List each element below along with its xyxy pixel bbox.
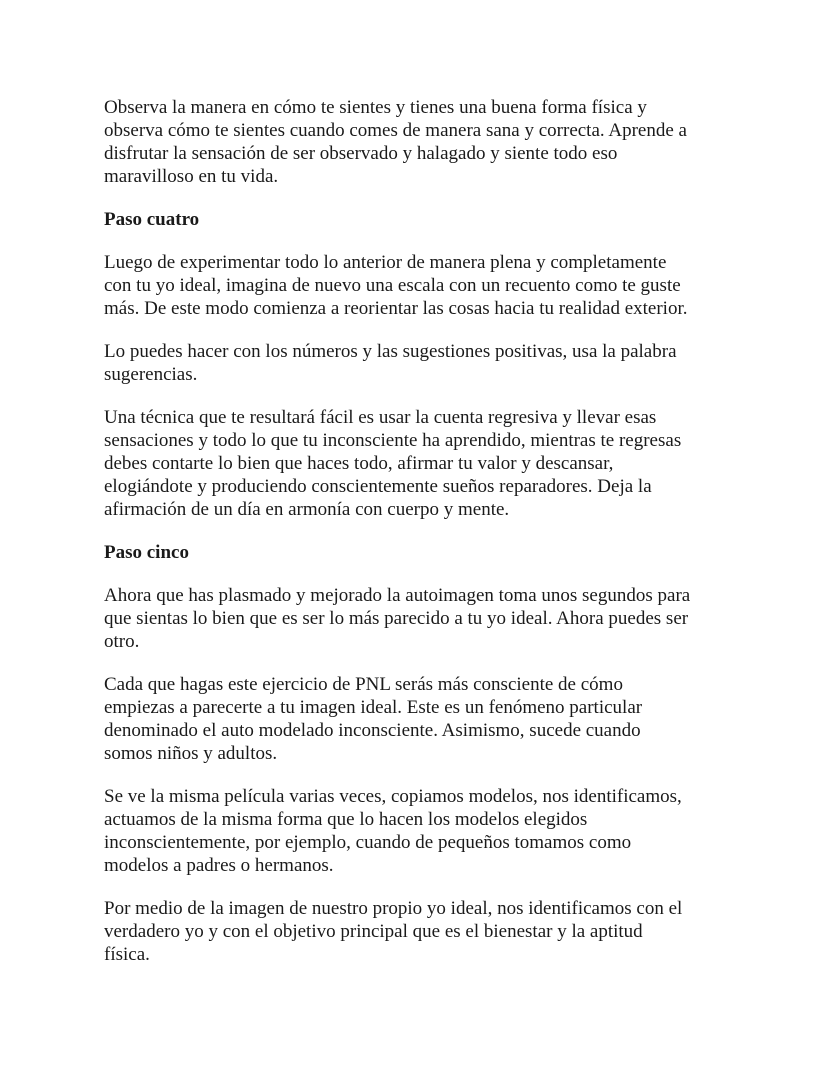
text-line: Por medio de la imagen de nuestro propio yo ideal, nos identificamos con el (104, 898, 683, 919)
paragraph (104, 584, 734, 653)
text-line: sugerencias. (104, 364, 198, 385)
text-line: Una técnica que te resultará fácil es usar la cuenta regresiva y llevar esas (104, 407, 657, 428)
text-line: Ahora que has plasmado y mejorado la autoimagen toma unos segundos para (104, 585, 691, 606)
paragraph (104, 673, 734, 765)
text-line: Cada que hagas este ejercicio de PNL serás más consciente de cómo (104, 674, 623, 695)
text-line: más. De este modo comienza a reorientar las cosas hacia tu realidad exterior. (104, 298, 688, 319)
text-line: Se ve la misma película varias veces, copiamos modelos, nos identificamos, (104, 786, 682, 807)
text-line: observa cómo te sientes cuando comes de manera sana y correcta. Aprende a (104, 120, 687, 141)
text-line: actuamos de la misma forma que lo hacen los modelos elegidos (104, 809, 588, 830)
paragraph (104, 251, 734, 320)
heading-paso-cuatro: Paso cuatro (104, 209, 200, 230)
text-line: denominado el auto modelado inconsciente. Asimismo, sucede cuando (104, 720, 641, 741)
text-line: con tu yo ideal, imagina de nuevo una escala con un recuento como te guste (104, 275, 681, 296)
heading-paso-cinco: Paso cinco (104, 542, 189, 563)
text-line: debes contarte lo bien que haces todo, afirmar tu valor y descansar, (104, 453, 614, 474)
paragraph-closing (104, 897, 734, 966)
paragraph (104, 406, 734, 521)
paragraph (104, 785, 734, 877)
text-line: inconscientemente, por ejemplo, cuando de pequeños tomamos como (104, 832, 632, 853)
text-line: Lo puedes hacer con los números y las sugestiones positivas, usa la palabra (104, 341, 677, 362)
text-line: disfrutar la sensación de ser observado y halagado y siente todo eso (104, 143, 618, 164)
text-line: maravilloso en tu vida. (104, 166, 279, 187)
text-line: física. (104, 944, 150, 965)
text-line: sensaciones y todo lo que tu inconsciente ha aprendido, mientras te regresas (104, 430, 682, 451)
text-line: afirmación de un día en armonía con cuerpo y mente. (104, 499, 510, 520)
text-line: elogiándote y produciendo conscientemente sueños reparadores. Deja la (104, 476, 652, 497)
paragraph-intro (104, 96, 734, 188)
text-line: empiezas a parecerte a tu imagen ideal. Este es un fenómeno particular (104, 697, 643, 718)
text-line: Luego de experimentar todo lo anterior de manera plena y completamente (104, 252, 667, 273)
text-line: modelos a padres o hermanos. (104, 855, 334, 876)
text-line: somos niños y adultos. (104, 743, 278, 764)
text-line: otro. (104, 631, 140, 652)
document-page (104, 96, 734, 986)
text-line: verdadero yo y con el objetivo principal que es el bienestar y la aptitud (104, 921, 643, 942)
paragraph (104, 340, 734, 386)
text-line: Observa la manera en cómo te sientes y tienes una buena forma física y (104, 97, 647, 118)
text-line: que sientas lo bien que es ser lo más parecido a tu yo ideal. Ahora puedes ser (104, 608, 689, 629)
